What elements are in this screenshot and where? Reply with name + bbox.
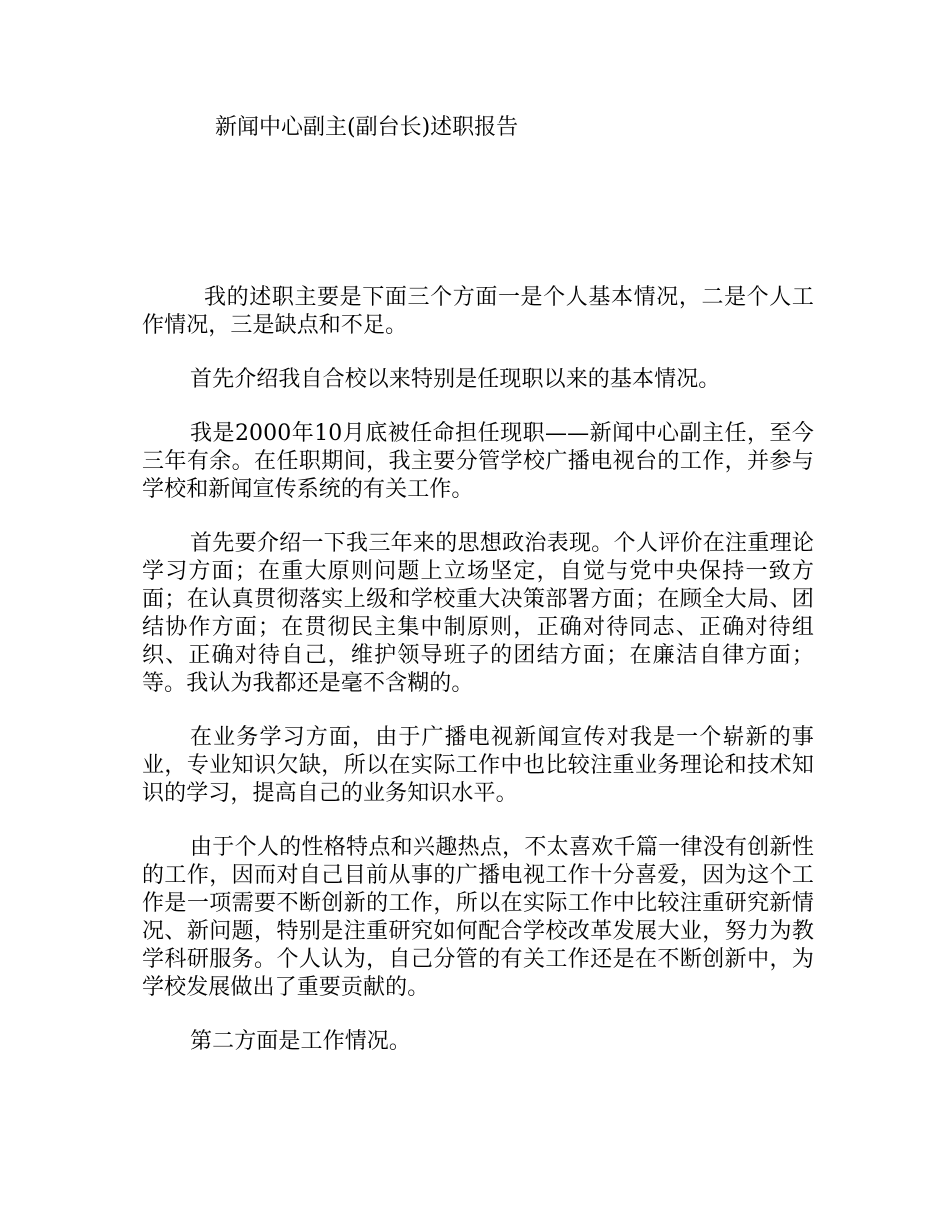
paragraph-personality-innovation: 由于个人的性格特点和兴趣热点，不太喜欢千篇一律没有创新性的工作，因而对自己目前从事的广播电视工作十分喜爱，因为这个工作是一项需要不断创新的工作，所以在实际工作中比较注重研究新情况、新问题，特别是注重研究如何配合学校改革发展大业，努力为教学科研服务。个人认为，自己分管的有关工作还是在不断创新中，为学校发展做出了重要贡献的。 — [142, 835, 814, 1000]
document-body — [142, 284, 814, 1082]
paragraph-appointment: 我是2000年10月底被任命担任现职——新闻中心副主任，至今三年有余。在任职期间，我主要分管学校广播电视台的工作，并参与学校和新闻宣传系统的有关工作。 — [142, 421, 814, 502]
paragraph-political-performance: 首先要介绍一下我三年来的思想政治表现。个人评价在注重理论学习方面；在重大原则问题上立场坚定，自觉与党中央保持一致方面；在认真贯彻落实上级和学校重大决策部署方面；在顾全大局、团结协作方面；在贯彻民主集中制原则，正确对待同志、正确对待组织、正确对待自己，维护领导班子的团结方面；在廉洁自律方面；等。我认为我都还是毫不含糊的。 — [142, 531, 814, 696]
paragraph-professional-study: 在业务学习方面，由于广播电视新闻宣传对我是一个崭新的事业，专业知识欠缺，所以在实际工作中也比较注重业务理论和技术知识的学习，提高自己的业务知识水平。 — [142, 725, 814, 806]
paragraph-work-situation-heading: 第二方面是工作情况。 — [190, 1029, 412, 1054]
paragraph-intro: 我的述职主要是下面三个方面一是个人基本情况，二是个人工作情况，三是缺点和不足。 — [142, 285, 814, 338]
paragraph-basic-info-heading: 首先介绍我自合校以来特别是任现职以来的基本情况。 — [190, 367, 721, 392]
document-title: 新闻中心副主(副台长)述职报告 — [215, 115, 519, 140]
